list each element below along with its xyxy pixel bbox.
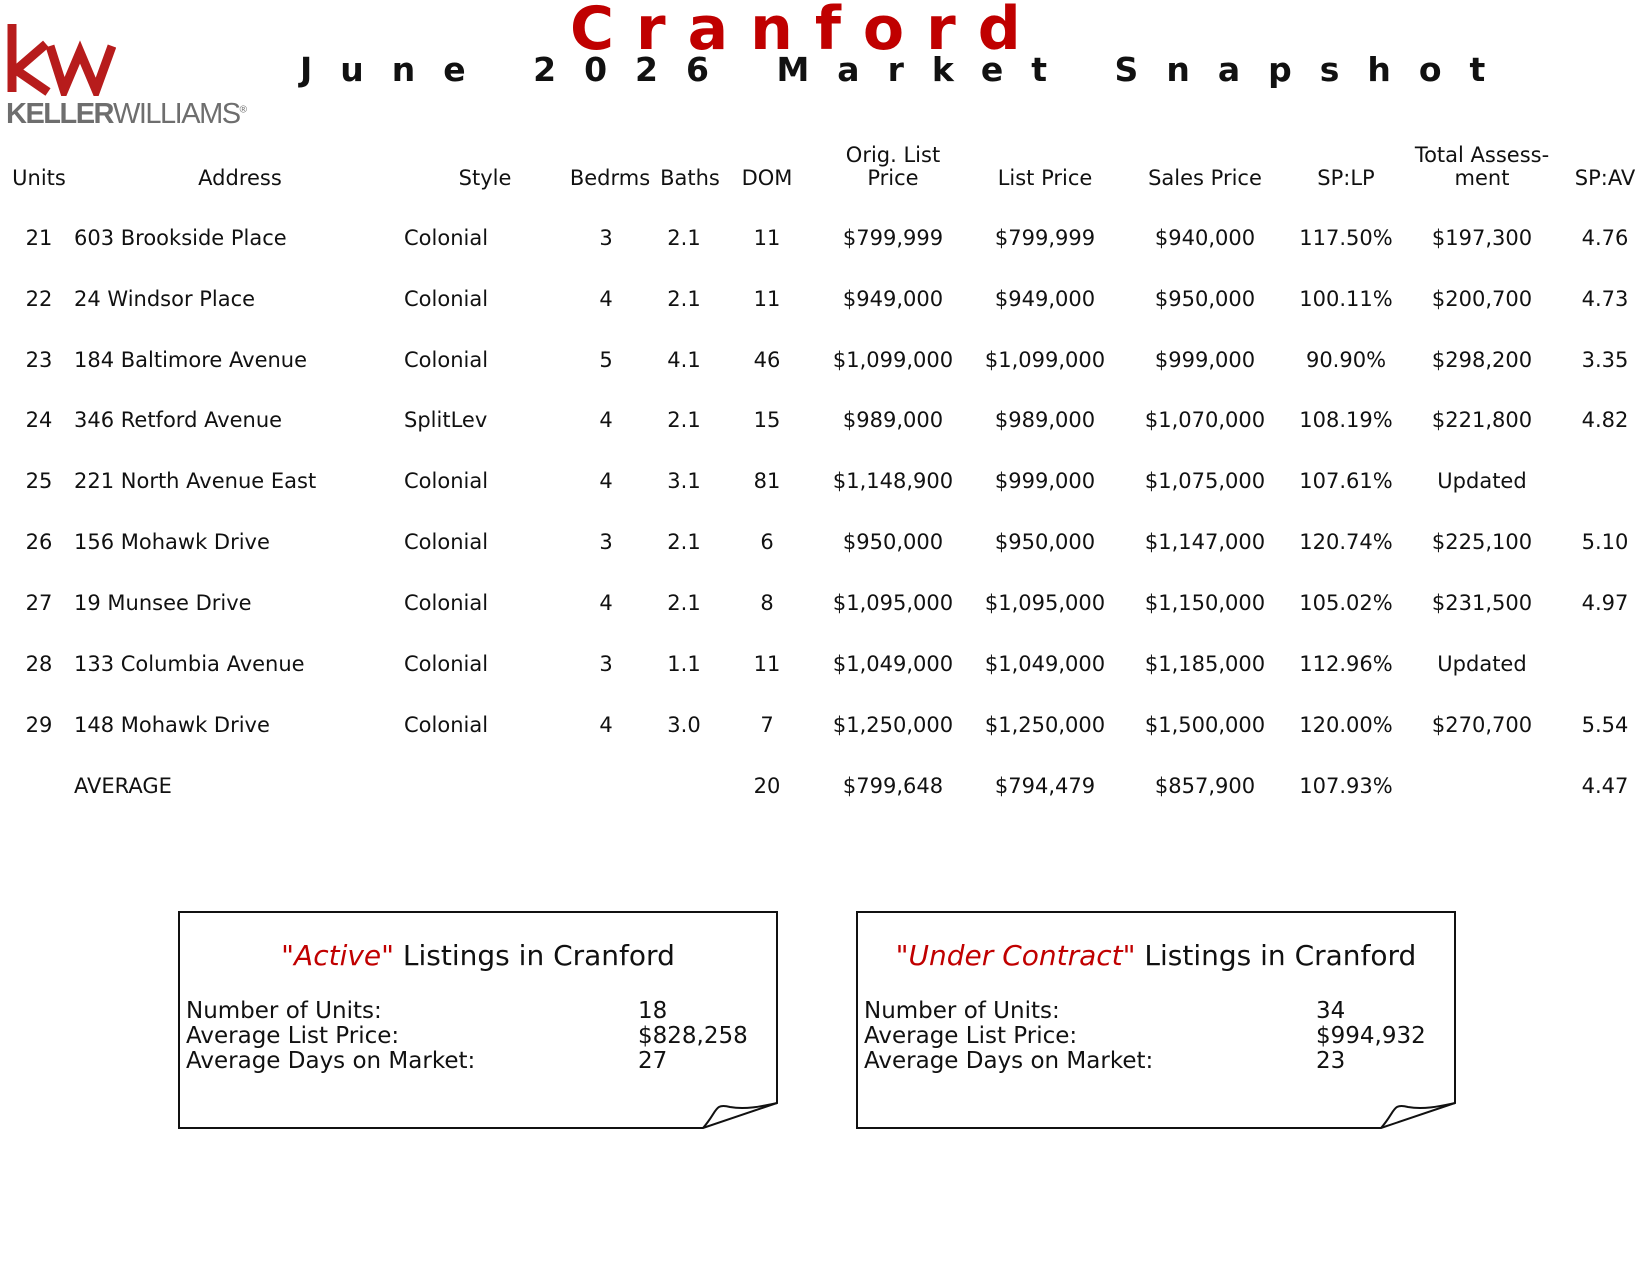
orig-list-cell: $1,099,000 xyxy=(832,348,954,372)
bedrms-cell: 4 xyxy=(599,591,613,615)
uc-units-label: Number of Units: xyxy=(864,998,1060,1024)
spav-cell: 4.82 xyxy=(1581,408,1629,432)
style-cell: Colonial xyxy=(404,713,489,737)
spav-cell: 4.73 xyxy=(1581,287,1629,311)
baths-cell: 2.1 xyxy=(667,530,701,554)
address-cell: 19 Munsee Drive xyxy=(74,591,252,615)
col-sales-price-header: Sales Price xyxy=(1148,166,1262,190)
dom-cell: 46 xyxy=(753,348,781,372)
bedrms-cell: 4 xyxy=(599,713,613,737)
sales-price-cell: $940,000 xyxy=(1154,226,1256,250)
col-assessment-header: Total Assess-ment xyxy=(1414,143,1550,190)
dom-cell: 11 xyxy=(753,226,781,250)
spav-cell: 4.97 xyxy=(1581,591,1629,615)
style-cell: Colonial xyxy=(404,591,489,615)
under-contract-title-rest: Listings in Cranford xyxy=(1135,939,1417,972)
assessment-cell: $231,500 xyxy=(1431,591,1533,615)
address-cell: 133 Columbia Avenue xyxy=(74,652,305,676)
baths-cell: 1.1 xyxy=(667,652,701,676)
style-cell: Colonial xyxy=(404,530,489,554)
assessment-cell: $197,300 xyxy=(1431,226,1533,250)
orig-list-cell: $1,250,000 xyxy=(832,713,954,737)
sales-price-cell: $1,070,000 xyxy=(1144,408,1266,432)
under-contract-card xyxy=(856,911,1456,1129)
col-address-header: Address xyxy=(198,166,282,190)
address-cell: 221 North Avenue East xyxy=(74,469,317,493)
unit-cell: 26 xyxy=(25,530,53,554)
unit-cell: 28 xyxy=(25,652,53,676)
active-listings-title xyxy=(178,939,778,972)
dom-cell: 6 xyxy=(760,530,774,554)
sales-price-cell: $1,185,000 xyxy=(1144,652,1266,676)
assessment-cell: Updated xyxy=(1437,652,1527,676)
assessment-cell: $298,200 xyxy=(1431,348,1533,372)
dom-cell: 11 xyxy=(753,652,781,676)
orig-list-cell: $1,095,000 xyxy=(832,591,954,615)
spav-cell: 5.54 xyxy=(1581,713,1629,737)
splp-cell: 108.19% xyxy=(1299,408,1393,432)
sales-price-cell: $950,000 xyxy=(1154,287,1256,311)
active-listings-card xyxy=(178,911,778,1129)
address-cell: 156 Mohawk Drive xyxy=(74,530,270,554)
bedrms-cell: 4 xyxy=(599,287,613,311)
list-price-cell: $1,099,000 xyxy=(984,348,1106,372)
active-avg-price-value: $828,258 xyxy=(638,1023,748,1049)
active-title-emphasis: "Active" xyxy=(281,939,395,972)
baths-cell: 2.1 xyxy=(667,287,701,311)
active-avg-dom-label: Average Days on Market: xyxy=(186,1048,476,1074)
dom-cell: 15 xyxy=(753,408,781,432)
col-spav-header: SP:AV xyxy=(1574,166,1636,190)
address-cell: 24 Windsor Place xyxy=(74,287,256,311)
page-title: Cranford xyxy=(570,0,1043,64)
baths-cell: 2.1 xyxy=(667,408,701,432)
style-cell: Colonial xyxy=(404,226,489,250)
uc-avg-price-label: Average List Price: xyxy=(864,1023,1078,1049)
brand-wordmark xyxy=(6,98,246,131)
assessment-cell: $200,700 xyxy=(1431,287,1533,311)
splp-cell: 120.00% xyxy=(1299,713,1393,737)
active-units-value: 18 xyxy=(638,998,668,1024)
list-price-cell: $999,000 xyxy=(994,469,1096,493)
unit-cell: 29 xyxy=(25,713,53,737)
col-dom-header: DOM xyxy=(741,166,793,190)
active-units-label: Number of Units: xyxy=(186,998,382,1024)
col-list-price-header: List Price xyxy=(997,166,1093,190)
address-cell: 603 Brookside Place xyxy=(74,226,287,250)
spav-cell: 3.35 xyxy=(1581,348,1629,372)
address-cell: 148 Mohawk Drive xyxy=(74,713,270,737)
uc-avg-dom-value: 23 xyxy=(1316,1048,1346,1074)
list-price-cell: $1,049,000 xyxy=(984,652,1106,676)
splp-cell: 90.90% xyxy=(1305,348,1387,372)
list-price-cell: $949,000 xyxy=(994,287,1096,311)
uc-units-value: 34 xyxy=(1316,998,1346,1024)
unit-cell: 27 xyxy=(25,591,53,615)
style-cell: Colonial xyxy=(404,348,489,372)
dom-cell: 8 xyxy=(760,591,774,615)
col-bedrms-header: Bedrms xyxy=(569,166,651,190)
splp-cell: 112.96% xyxy=(1299,652,1393,676)
splp-cell: 117.50% xyxy=(1299,226,1393,250)
unit-cell: 22 xyxy=(25,287,53,311)
assessment-cell: $221,800 xyxy=(1431,408,1533,432)
average-sales-price: $857,900 xyxy=(1154,774,1256,798)
unit-cell: 23 xyxy=(25,348,53,372)
average-splp: 107.93% xyxy=(1299,774,1393,798)
list-price-cell: $1,095,000 xyxy=(984,591,1106,615)
bedrms-cell: 3 xyxy=(599,652,613,676)
baths-cell: 3.0 xyxy=(667,713,701,737)
orig-list-cell: $799,999 xyxy=(842,226,944,250)
splp-cell: 107.61% xyxy=(1299,469,1393,493)
address-cell: 346 Retford Avenue xyxy=(74,408,283,432)
list-price-cell: $799,999 xyxy=(994,226,1096,250)
unit-cell: 24 xyxy=(25,408,53,432)
list-price-cell: $950,000 xyxy=(994,530,1096,554)
bedrms-cell: 5 xyxy=(599,348,613,372)
active-title-rest: Listings in Cranford xyxy=(394,939,675,972)
kw-logo-mark xyxy=(4,22,116,96)
style-cell: Colonial xyxy=(404,652,489,676)
uc-avg-dom-label: Average Days on Market: xyxy=(864,1048,1154,1074)
orig-list-cell: $989,000 xyxy=(842,408,944,432)
sales-price-cell: $1,500,000 xyxy=(1144,713,1266,737)
assessment-cell: Updated xyxy=(1437,469,1527,493)
style-cell: Colonial xyxy=(404,287,489,311)
bedrms-cell: 4 xyxy=(599,408,613,432)
col-units-header: Units xyxy=(12,166,66,190)
brand-name-light: WILLIAMS xyxy=(113,98,240,130)
splp-cell: 100.11% xyxy=(1299,287,1393,311)
orig-list-cell: $950,000 xyxy=(842,530,944,554)
style-cell: Colonial xyxy=(404,469,489,493)
assessment-cell: $270,700 xyxy=(1431,713,1533,737)
registered-mark: ® xyxy=(239,104,247,116)
dom-cell: 7 xyxy=(760,713,774,737)
brand-name-bold: KELLER xyxy=(6,98,113,130)
orig-list-cell: $1,049,000 xyxy=(832,652,954,676)
sales-price-cell: $1,150,000 xyxy=(1144,591,1266,615)
sales-price-cell: $1,075,000 xyxy=(1144,469,1266,493)
keller-williams-logo xyxy=(4,22,247,132)
col-splp-header: SP:LP xyxy=(1317,166,1375,190)
list-price-cell: $989,000 xyxy=(994,408,1096,432)
average-spav: 4.47 xyxy=(1581,774,1629,798)
bedrms-cell: 4 xyxy=(599,469,613,493)
average-label: AVERAGE xyxy=(74,774,172,798)
unit-cell: 21 xyxy=(25,226,53,250)
active-avg-price-label: Average List Price: xyxy=(186,1023,400,1049)
under-contract-title xyxy=(856,939,1456,972)
spav-cell: 4.76 xyxy=(1581,226,1629,250)
orig-list-cell: $1,148,900 xyxy=(832,469,954,493)
under-contract-title-emphasis: "Under Contract" xyxy=(895,939,1136,972)
assessment-cell: $225,100 xyxy=(1431,530,1533,554)
sales-price-cell: $1,147,000 xyxy=(1144,530,1266,554)
uc-avg-price-value: $994,932 xyxy=(1316,1023,1426,1049)
spav-cell: 5.10 xyxy=(1581,530,1629,554)
unit-cell: 25 xyxy=(25,469,53,493)
splp-cell: 120.74% xyxy=(1299,530,1393,554)
average-list-price: $794,479 xyxy=(994,774,1096,798)
dom-cell: 81 xyxy=(753,469,781,493)
baths-cell: 2.1 xyxy=(667,591,701,615)
address-cell: 184 Baltimore Avenue xyxy=(74,348,308,372)
baths-cell: 2.1 xyxy=(667,226,701,250)
splp-cell: 105.02% xyxy=(1299,591,1393,615)
col-style-header: Style xyxy=(458,166,512,190)
sales-price-cell: $999,000 xyxy=(1154,348,1256,372)
dom-cell: 11 xyxy=(753,287,781,311)
baths-cell: 4.1 xyxy=(667,348,701,372)
list-price-cell: $1,250,000 xyxy=(984,713,1106,737)
col-baths-header: Baths xyxy=(660,166,720,190)
bedrms-cell: 3 xyxy=(599,226,613,250)
col-orig-list-header: Orig. List Price xyxy=(845,143,941,190)
page-subtitle: June 2026 Market Snapshot xyxy=(300,50,1514,89)
bedrms-cell: 3 xyxy=(599,530,613,554)
style-cell: SplitLev xyxy=(404,408,488,432)
average-orig-list: $799,648 xyxy=(842,774,944,798)
active-avg-dom-value: 27 xyxy=(638,1048,668,1074)
baths-cell: 3.1 xyxy=(667,469,701,493)
average-dom: 20 xyxy=(753,774,781,798)
orig-list-cell: $949,000 xyxy=(842,287,944,311)
